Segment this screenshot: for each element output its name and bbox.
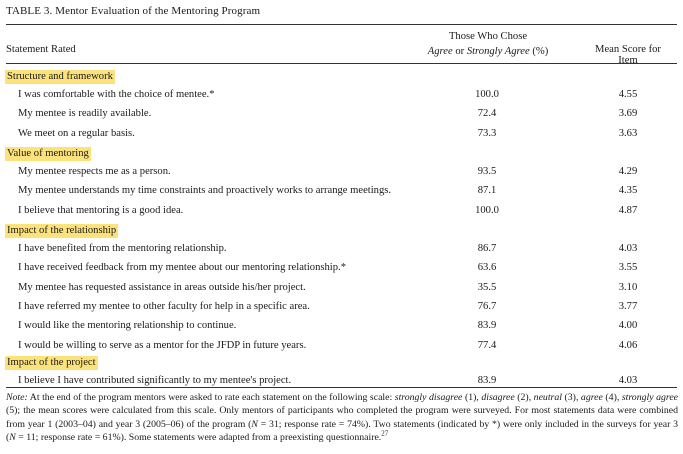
mean-score-cell: 3.77: [618, 300, 638, 312]
table-row: [0, 243, 683, 262]
note-n-symbol: N: [251, 418, 258, 430]
note-scale-1: strongly disagree: [394, 392, 463, 403]
note-text: = 31; response rate = 74%). Two statements (indicated by *) were only included in the surveys for year 3 (: [6, 418, 679, 443]
note-scale-3: neutral: [533, 392, 562, 403]
percent-cell: 35.5: [477, 281, 497, 293]
column-header-percent: [418, 29, 558, 59]
note-label: Note:: [6, 392, 28, 403]
statement-cell: I was comfortable with the choice of mentee.*: [18, 89, 215, 100]
statement-cell: I have received feedback from my mentee about our mentoring relationship.*: [18, 262, 346, 274]
percent-cell: 77.4: [477, 339, 497, 351]
mean-score-cell: 3.69: [618, 108, 638, 120]
table-row: [0, 166, 683, 185]
table-row: [0, 108, 683, 127]
mean-score-cell: 4.55: [618, 89, 638, 100]
percent-cell: 100.0: [475, 89, 499, 100]
table-row: [0, 89, 683, 108]
table-title: TABLE 3. Mentor Evaluation of the Mentoring Program: [6, 5, 261, 17]
note-text: At the end of the program mentors were asked to rate each statement on the following scale:: [29, 392, 393, 403]
table-row: [0, 128, 683, 147]
statement-cell: My mentee is readily available.: [18, 108, 152, 120]
mean-score-cell: 4.29: [618, 166, 638, 177]
column-header-strongly-agree: Strongly Agree: [466, 46, 530, 57]
percent-cell: 83.9: [477, 375, 497, 386]
section-heading: Value of mentoring: [7, 148, 89, 159]
mean-score-cell: 3.10: [618, 281, 638, 293]
percent-cell: 100.0: [475, 204, 499, 216]
column-header-agree: Agree: [427, 46, 453, 57]
mean-score-cell: 4.35: [618, 185, 638, 197]
table-note: [6, 391, 678, 444]
table-row: [0, 262, 683, 281]
statement-cell: I would be willing to serve as a mentor for the JFDP in future years.: [18, 339, 307, 351]
section-heading: Impact of the project: [7, 357, 96, 368]
statement-cell: I would like the mentoring relationship to continue.: [18, 320, 237, 332]
mean-score-cell: 4.03: [618, 375, 638, 386]
table-row: [0, 282, 683, 301]
percent-cell: 76.7: [477, 300, 497, 312]
mean-score-cell: 4.87: [618, 204, 638, 216]
statement-cell: I believe I have contributed significantly to my mentee's project.: [18, 375, 292, 386]
column-header-unit: (%): [532, 46, 549, 57]
table-row: [0, 205, 683, 224]
note-scale-4: agree: [580, 392, 603, 403]
table-row: [0, 301, 683, 320]
percent-cell: 86.7: [477, 243, 497, 254]
section-heading: Structure and framework: [7, 71, 113, 82]
mean-score-cell: 3.55: [618, 262, 638, 274]
note-text: (4),: [605, 392, 620, 403]
statement-cell: I believe that mentoring is a good idea.: [18, 204, 184, 216]
statement-cell: We meet on a regular basis.: [18, 127, 135, 139]
note-scale-5: strongly agree: [621, 392, 679, 403]
percent-cell: 87.1: [477, 185, 497, 197]
note-text: = 11; response rate = 61%). Some statements were adapted from a preexisting questionnaire.: [18, 431, 382, 443]
table-row: [0, 185, 683, 204]
mean-score-cell: 4.03: [618, 243, 638, 254]
table-row: [0, 320, 683, 339]
column-header-statement: Statement Rated: [6, 44, 76, 55]
statement-cell: My mentee respects me as a person.: [18, 166, 171, 177]
column-header-or: or: [455, 46, 465, 57]
note-reference: 27: [381, 429, 389, 438]
percent-cell: 72.4: [477, 108, 497, 120]
mean-score-cell: 4.00: [618, 320, 638, 332]
note-text: (1),: [464, 392, 479, 403]
statement-cell: I have referred my mentee to other faculty for help in a specific area.: [18, 300, 310, 312]
column-header-percent-line2: [418, 44, 558, 59]
mean-score-cell: 4.06: [618, 339, 638, 351]
note-scale-2: disagree: [481, 392, 515, 403]
percent-cell: 83.9: [477, 320, 497, 332]
note-n-symbol: N: [9, 431, 16, 443]
bottom-rule: [6, 387, 677, 388]
note-text: (5); the mean scores were calculated from this scale. Only mentors of participants who completed the program were surveyed. For most statements data were combined from year 1 (2003–04) and year 3 (2005–06) of the program (: [6, 405, 678, 430]
table-row: [0, 340, 683, 359]
column-header-percent-line1: Those Who Chose: [448, 31, 528, 42]
note-text: (2),: [517, 392, 532, 403]
percent-cell: 93.5: [477, 166, 497, 177]
header-rule: [6, 63, 677, 64]
column-header-mean: Mean Score for Item: [595, 44, 661, 66]
percent-cell: 73.3: [477, 127, 497, 139]
note-text: (3),: [564, 392, 579, 403]
mean-score-cell: 3.63: [618, 127, 638, 139]
percent-cell: 63.6: [477, 262, 497, 274]
statement-cell: My mentee understands my time constraints and proactively works to arrange meetings.: [18, 185, 392, 197]
section-heading: Impact of the relationship: [7, 225, 117, 236]
statement-cell: I have benefited from the mentoring relationship.: [18, 243, 227, 254]
statement-cell: My mentee has requested assistance in areas outside his/her project.: [18, 281, 306, 293]
top-rule: [6, 24, 677, 25]
